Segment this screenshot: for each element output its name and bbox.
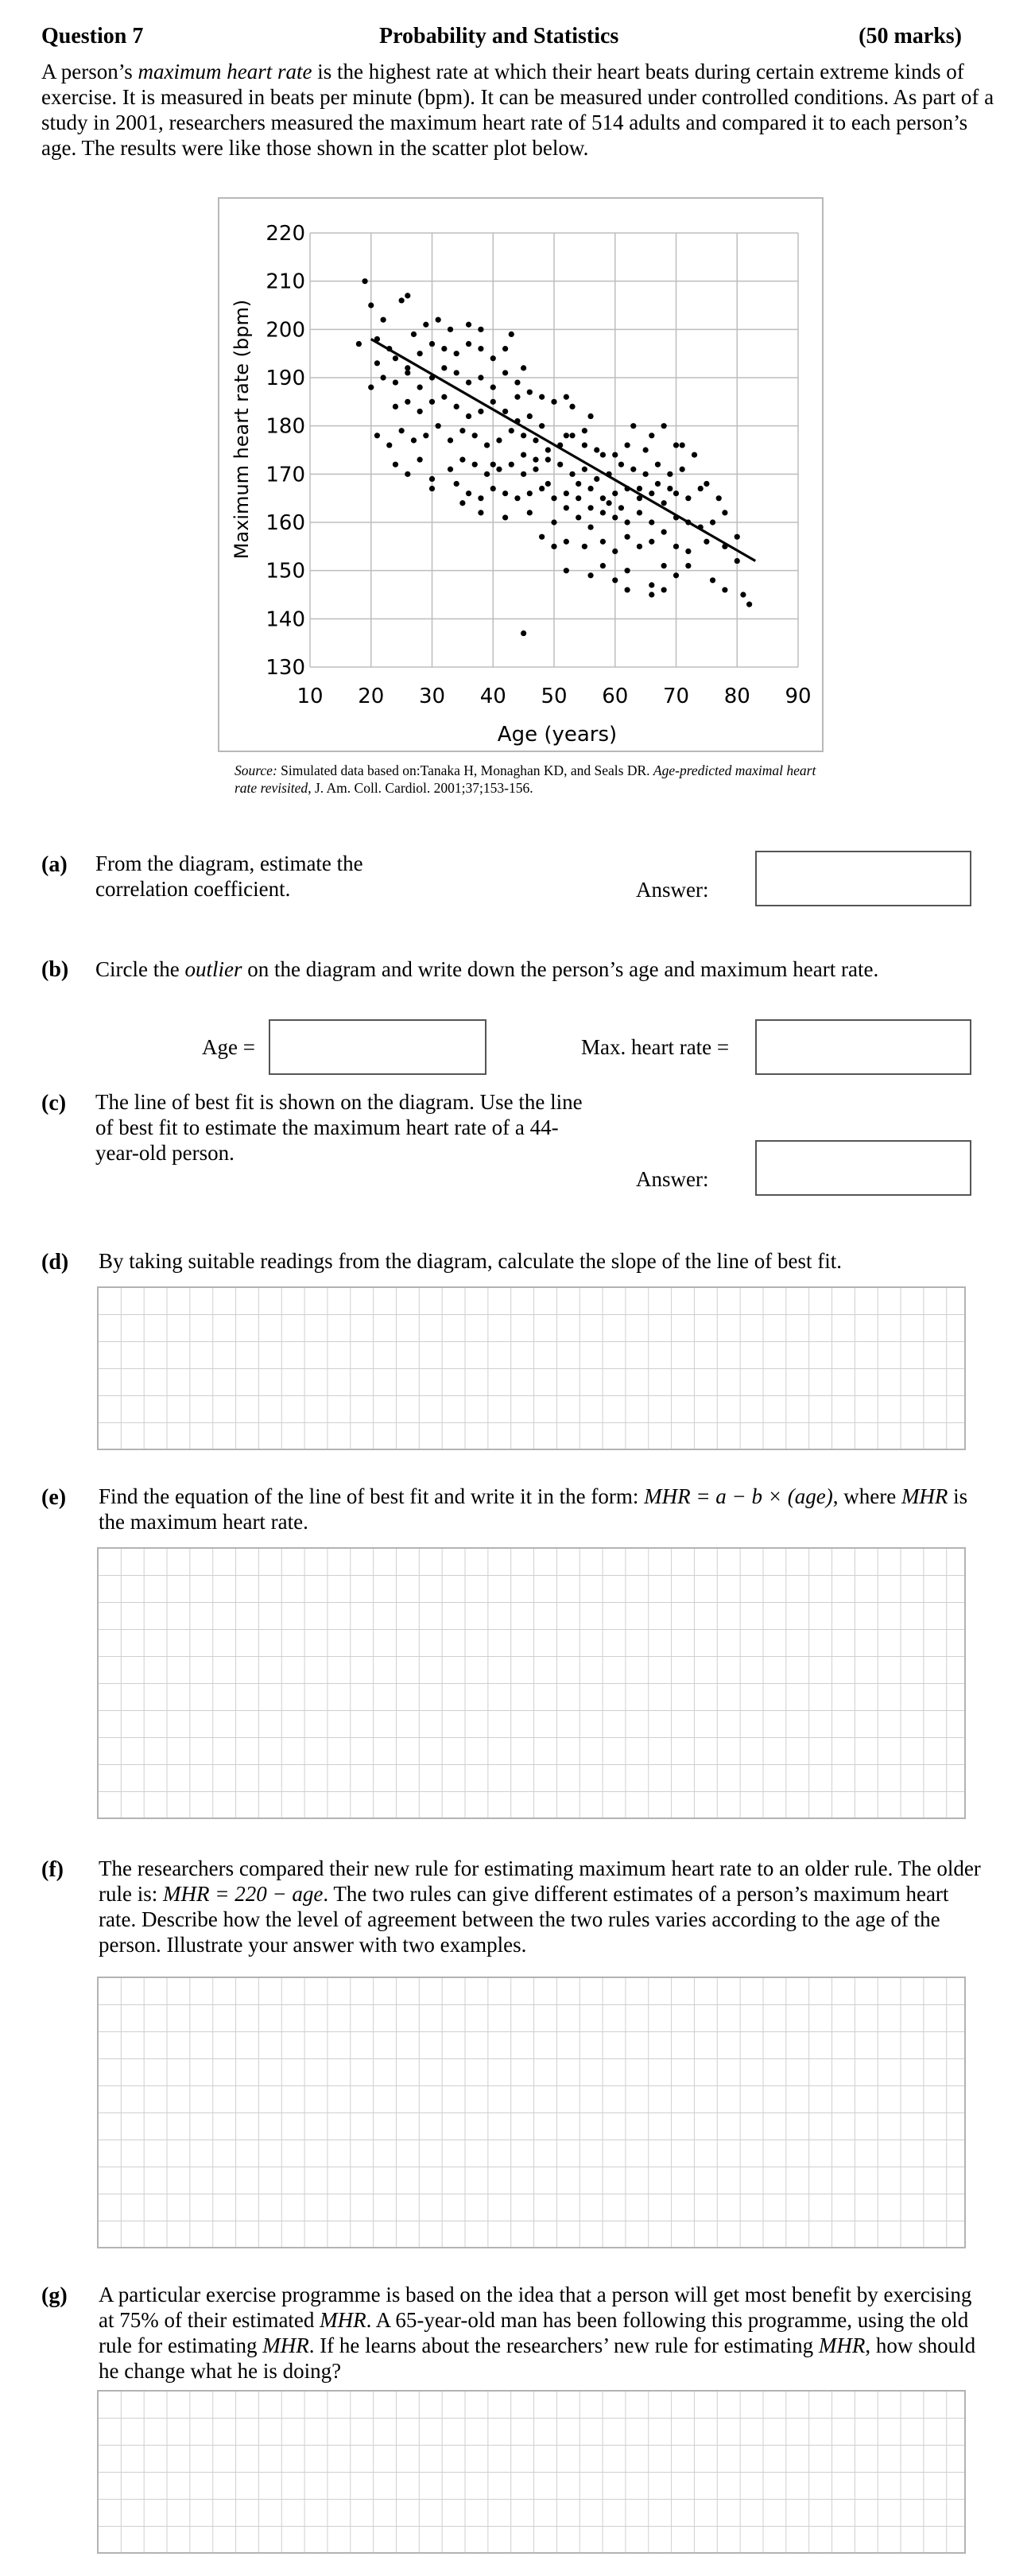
intro-paragraph: A person’s maximum heart rate is the highest rate at which their heart beats during certain extreme kinds of exercise. It is measured in beats per minute (bpm). It can be measured under controlled conditions. As part of a study in 2001, researchers measured the maximum heart rate of 514 adults and compared it to each person’s age. The results were like those shown in the scatter plot below.	[41, 60, 994, 160]
data-point	[649, 539, 654, 545]
data-point	[393, 404, 398, 409]
data-point	[405, 293, 410, 298]
data-point	[466, 322, 471, 328]
x-tick-label: 20	[358, 685, 385, 708]
data-point	[582, 442, 587, 448]
question-marks: (50 marks)	[859, 24, 962, 48]
data-point	[539, 534, 545, 540]
data-point	[625, 442, 630, 448]
data-point	[393, 462, 398, 467]
data-point	[527, 390, 533, 395]
data-point	[655, 462, 661, 467]
data-point	[466, 341, 471, 347]
part-a-answer-label: Answer:	[636, 878, 709, 902]
data-point	[459, 457, 465, 463]
data-point	[576, 481, 581, 487]
data-point	[502, 409, 508, 414]
data-point	[625, 519, 630, 525]
data-point	[521, 433, 526, 438]
data-point	[417, 385, 423, 390]
part-a-text: From the diagram, estimate the correlation coefficient.	[95, 852, 363, 901]
outlier-point	[521, 630, 526, 636]
data-point	[569, 404, 575, 409]
data-point	[587, 505, 593, 510]
data-point	[521, 471, 526, 477]
data-point	[587, 572, 593, 578]
data-point	[564, 394, 569, 400]
y-tick-label: 220	[266, 222, 305, 246]
y-axis-label: Maximum heart rate (bpm)	[231, 299, 253, 560]
data-point	[454, 370, 459, 375]
data-point	[545, 481, 551, 487]
data-point	[564, 505, 569, 510]
data-point	[594, 476, 599, 482]
data-point	[600, 495, 606, 501]
data-point	[454, 481, 459, 487]
data-point	[551, 399, 556, 405]
data-point	[374, 360, 380, 366]
data-point	[436, 423, 441, 429]
data-point	[399, 428, 405, 433]
max-heart-rate-answer-box[interactable]	[755, 1019, 971, 1075]
data-point	[649, 582, 654, 588]
data-point	[405, 399, 410, 405]
data-point	[685, 549, 691, 554]
data-point	[405, 471, 410, 477]
data-point	[356, 341, 362, 347]
data-point	[502, 514, 508, 520]
data-point	[472, 433, 478, 438]
data-point	[514, 379, 520, 385]
data-point	[423, 433, 428, 438]
data-point	[393, 379, 398, 385]
data-point	[564, 568, 569, 573]
data-point	[564, 491, 569, 496]
y-tick-label: 140	[266, 607, 305, 632]
question-number: Question 7	[41, 24, 144, 48]
data-point	[490, 385, 496, 390]
part-d-answer-grid[interactable]	[97, 1286, 966, 1450]
scatter-plot	[0, 0, 1035, 795]
data-point	[625, 587, 630, 592]
data-point	[478, 495, 483, 501]
data-point	[576, 495, 581, 501]
data-point	[466, 379, 471, 385]
data-point	[661, 587, 667, 592]
y-tick-label: 130	[266, 656, 305, 680]
data-point	[490, 399, 496, 405]
data-point	[649, 491, 654, 496]
data-point	[704, 539, 709, 545]
data-point	[478, 346, 483, 351]
data-point	[612, 514, 618, 520]
part-d-label: (d)	[41, 1250, 69, 1274]
part-g-answer-grid[interactable]	[97, 2390, 966, 2554]
data-point	[368, 385, 374, 390]
part-g-text: A particular exercise programme is based on the idea that a person will get most benefit by exercising at 75% of their estimated MHR. A 65-year-old man has been following this programme, using the old rule for estimating MHR. If he learns about the researchers’ new rule for estimating MHR, how should he change what he is doing?	[99, 2283, 976, 2383]
data-point	[637, 510, 642, 515]
data-point	[417, 409, 423, 414]
data-point	[551, 544, 556, 549]
data-point	[509, 428, 514, 433]
data-point	[643, 471, 649, 477]
data-point	[661, 500, 667, 506]
data-point	[649, 592, 654, 597]
data-point	[436, 317, 441, 323]
data-point	[612, 549, 618, 554]
data-point	[710, 577, 715, 583]
part-f-text: The researchers compared their new rule for estimating maximum heart rate to an older rule. The older rule is: MHR = 220 − age. The two rules can give different estimates of a person’s maximum heart rate. Describe how the level of agreement between the two rules varies according to the age of the person. Illustrate your answer with two examples.	[99, 1856, 981, 1957]
data-point	[484, 471, 490, 477]
data-point	[673, 572, 679, 578]
data-point	[612, 452, 618, 457]
data-point	[685, 495, 691, 501]
part-c-text: The line of best fit is shown on the diagram. Use the line of best fit to estimate the maximum heart rate of a 44-year-old person.	[95, 1090, 583, 1165]
data-point	[429, 399, 435, 405]
chart-grid	[310, 233, 798, 667]
data-point	[746, 602, 752, 607]
data-point	[600, 452, 606, 457]
part-e-text: Find the equation of the line of best fit and write it in the form: MHR = a − b × (age), where MHR is the maximum heart rate.	[99, 1484, 968, 1534]
data-point	[509, 462, 514, 467]
max-heart-rate-label: Max. heart rate =	[581, 1035, 730, 1059]
data-point	[569, 471, 575, 477]
data-point	[533, 467, 538, 472]
data-point	[441, 394, 447, 400]
data-point	[521, 365, 526, 370]
data-point	[405, 370, 410, 375]
data-point	[441, 346, 447, 351]
age-answer-box[interactable]	[269, 1019, 486, 1075]
data-point	[399, 297, 405, 303]
y-tick-label: 180	[266, 414, 305, 439]
source-citation: Source: Simulated data based on:Tanaka H, Monaghan KD, and Seals DR. Age-predicted maximal heart rate revisited, J. Am. Coll. Cardiol. 2001;37;153-156.	[235, 762, 816, 796]
data-point	[417, 351, 423, 356]
data-point	[484, 442, 490, 448]
part-e-answer-grid[interactable]	[97, 1547, 966, 1819]
data-point	[478, 510, 483, 515]
data-point	[539, 486, 545, 491]
x-tick-label: 60	[602, 685, 629, 708]
data-point	[692, 452, 697, 457]
data-point	[490, 355, 496, 361]
data-point	[448, 327, 453, 332]
data-point	[429, 341, 435, 347]
x-tick-label: 80	[723, 685, 750, 708]
data-point	[502, 346, 508, 351]
data-point	[514, 495, 520, 501]
data-point	[576, 514, 581, 520]
x-tick-label: 50	[541, 685, 568, 708]
data-point	[704, 481, 709, 487]
part-g-label: (g)	[41, 2283, 68, 2308]
data-point	[423, 322, 428, 328]
age-label: Age =	[202, 1035, 255, 1059]
data-point	[643, 447, 649, 452]
data-point	[502, 370, 508, 375]
data-point	[612, 577, 618, 583]
y-tick-label: 160	[266, 511, 305, 535]
data-point	[411, 437, 417, 443]
chart-ticks	[266, 222, 811, 708]
part-b-text: Circle the outlier on the diagram and write down the person’s age and maximum heart rate.	[95, 957, 879, 981]
part-d-text: By taking suitable readings from the diagram, calculate the slope of the line of best fit.	[99, 1249, 842, 1273]
y-tick-label: 200	[266, 318, 305, 343]
data-point	[673, 442, 679, 448]
data-point	[557, 462, 563, 467]
data-point	[509, 332, 514, 337]
y-tick-label: 150	[266, 559, 305, 584]
data-point	[448, 467, 453, 472]
data-point	[454, 404, 459, 409]
data-point	[564, 433, 569, 438]
data-point	[673, 544, 679, 549]
data-point	[716, 495, 722, 501]
data-point	[661, 530, 667, 535]
data-point	[545, 447, 551, 452]
data-point	[381, 374, 386, 380]
part-f-label: (f)	[41, 1857, 64, 1882]
part-f-answer-grid[interactable]	[97, 1977, 966, 2248]
data-point	[502, 491, 508, 496]
part-b-label: (b)	[41, 957, 69, 982]
data-point	[539, 394, 545, 400]
part-e-label: (e)	[41, 1485, 67, 1510]
part-a-label: (a)	[41, 852, 68, 877]
data-point	[466, 413, 471, 419]
data-point	[582, 428, 587, 433]
data-point	[564, 539, 569, 545]
data-point	[386, 442, 392, 448]
data-point	[478, 327, 483, 332]
x-axis-label: Age (years)	[497, 723, 618, 747]
data-point	[411, 332, 417, 337]
question-topic: Probability and Statistics	[379, 24, 619, 48]
data-point	[649, 519, 654, 525]
data-point	[527, 413, 533, 419]
data-point	[735, 534, 740, 540]
data-point	[637, 544, 642, 549]
data-point	[545, 457, 551, 463]
data-point	[533, 457, 538, 463]
x-tick-label: 10	[297, 685, 324, 708]
data-point	[454, 351, 459, 356]
data-point	[612, 491, 618, 496]
data-point	[625, 534, 630, 540]
data-point	[472, 462, 478, 467]
x-tick-label: 90	[785, 685, 812, 708]
data-point	[667, 471, 673, 477]
data-point	[539, 423, 545, 429]
data-point	[441, 365, 447, 370]
data-point	[521, 452, 526, 457]
x-tick-label: 40	[479, 685, 506, 708]
data-point	[625, 568, 630, 573]
data-point	[551, 519, 556, 525]
data-point	[490, 486, 496, 491]
data-point	[740, 592, 746, 597]
data-point	[490, 462, 496, 467]
data-point	[685, 563, 691, 568]
data-point	[600, 510, 606, 515]
data-point	[606, 500, 611, 506]
data-point	[459, 500, 465, 506]
data-point	[429, 476, 435, 482]
data-point	[722, 587, 727, 592]
data-point	[594, 447, 599, 452]
data-point	[393, 355, 398, 361]
y-tick-label: 170	[266, 463, 305, 487]
data-point	[698, 486, 704, 491]
data-point	[661, 423, 667, 429]
data-point	[496, 467, 502, 472]
data-point	[569, 433, 575, 438]
data-point	[637, 486, 642, 491]
data-point	[429, 486, 435, 491]
data-point	[582, 467, 587, 472]
data-point	[661, 563, 667, 568]
data-point	[582, 544, 587, 549]
part-c-answer-label: Answer:	[636, 1167, 709, 1191]
data-point	[618, 462, 624, 467]
data-point	[673, 491, 679, 496]
y-tick-label: 210	[266, 270, 305, 294]
data-point	[735, 558, 740, 564]
data-point	[710, 519, 715, 525]
data-point	[362, 278, 367, 284]
data-point	[417, 457, 423, 463]
data-point	[630, 423, 636, 429]
part-c-label: (c)	[41, 1091, 67, 1115]
data-point	[368, 302, 374, 308]
data-point	[587, 486, 593, 491]
data-point	[374, 433, 380, 438]
data-point	[448, 437, 453, 443]
data-point	[630, 467, 636, 472]
data-point	[587, 413, 593, 419]
data-point	[587, 524, 593, 530]
data-point	[680, 442, 685, 448]
data-point	[655, 481, 661, 487]
data-point	[600, 539, 606, 545]
data-point	[551, 495, 556, 501]
y-tick-label: 190	[266, 367, 305, 390]
x-tick-label: 30	[418, 685, 446, 708]
data-point	[649, 433, 654, 438]
data-point	[478, 374, 483, 380]
part-c-answer-box[interactable]	[755, 1140, 971, 1196]
data-point	[381, 317, 386, 323]
x-tick-label: 70	[662, 685, 690, 708]
line-of-best-fit	[371, 339, 756, 561]
data-point	[600, 563, 606, 568]
data-point	[667, 486, 673, 491]
data-point	[459, 428, 465, 433]
data-point	[466, 491, 471, 496]
intro-term: maximum heart rate	[138, 60, 312, 83]
data-point	[527, 491, 533, 496]
data-point	[527, 510, 533, 515]
data-point	[722, 510, 727, 515]
data-point	[478, 409, 483, 414]
data-point	[680, 467, 685, 472]
part-a-answer-box[interactable]	[755, 851, 971, 906]
data-point	[533, 437, 538, 443]
data-point	[514, 394, 520, 400]
data-point	[618, 505, 624, 510]
data-point	[496, 437, 502, 443]
